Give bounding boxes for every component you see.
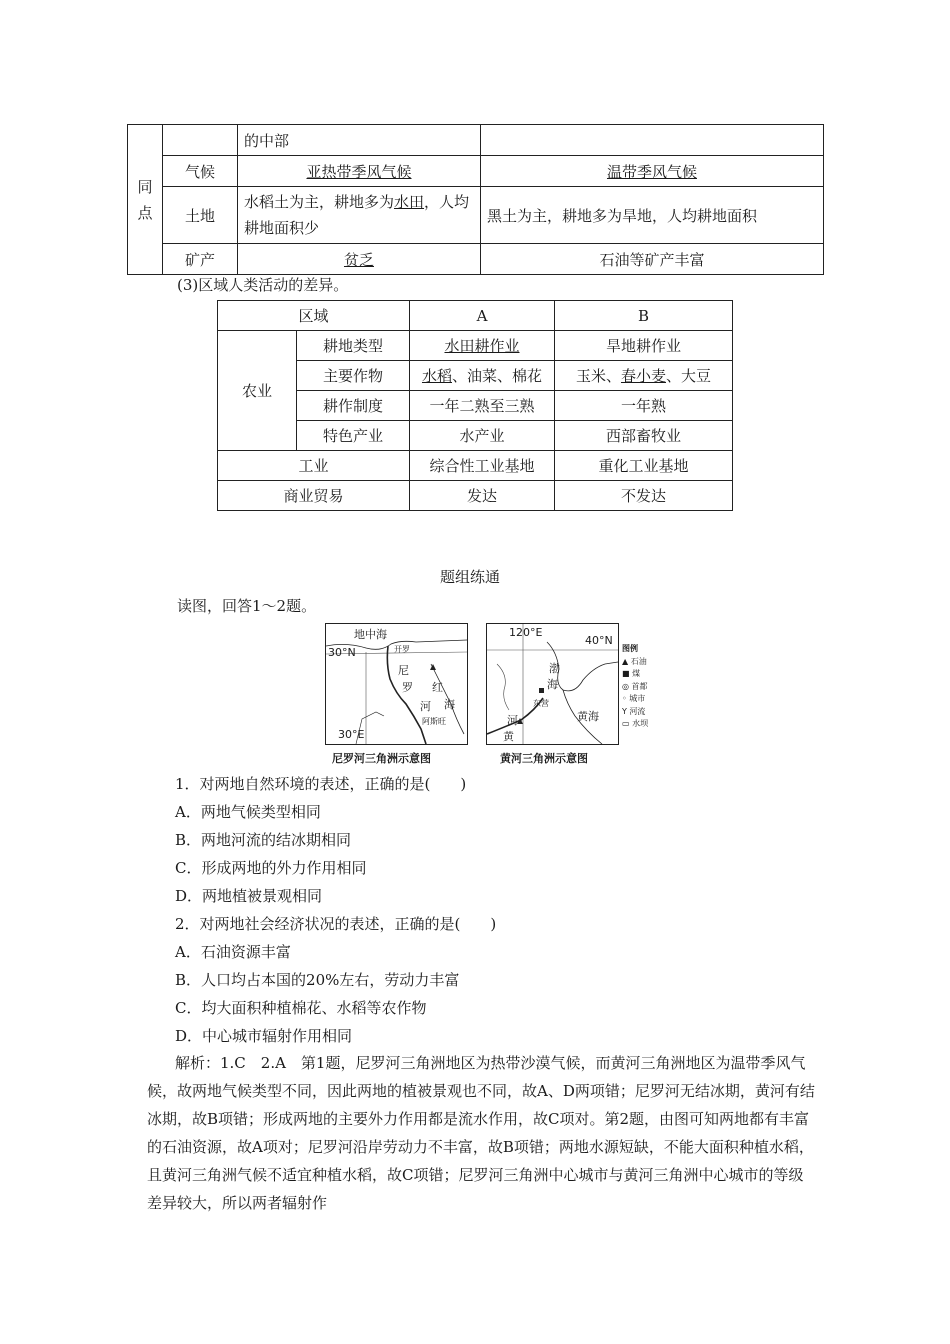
label-aswan: 阿斯旺 [422,717,446,726]
group-label-same [128,125,163,275]
agri-a: 一年二熟至三熟 [410,391,555,421]
yellow-river-delta-map [486,623,619,745]
header-a: A [410,301,555,331]
label-he: 河 [507,714,518,727]
cell-b-land: 黑土为主，耕地多为旱地，人均耕地面积 [481,187,824,244]
q2-option-a: A．石油资源丰富 [175,943,291,961]
label-hai: 海 [444,698,455,711]
q1-option-a: A．两地气候类型相同 [175,803,321,821]
row-label-mineral: 矿产 [163,244,238,275]
q1-option-c: C．形成两地的外力作用相同 [175,859,367,877]
header-b: B [555,301,733,331]
climate-a: 亚热带季风气候 [306,162,412,181]
label-120e: 120°E [509,626,543,639]
crop-a-rest: 、油菜、棉花 [452,367,543,385]
land-a-prefix: 水稻土为主，耕地多为 [244,193,395,211]
group-label-char-2: 点 [137,203,153,222]
label-he: 河 [420,700,431,713]
legend-item-capital [622,681,648,694]
label-ni: 尼 [398,664,409,677]
label-mediterranean: 地中海 [354,628,387,641]
label-30n: 30°N [328,646,356,659]
cell-a-mineral [238,244,481,275]
agri-row-label: 耕作制度 [297,391,410,421]
agri-row-label: 耕地类型 [297,331,410,361]
nile-map-caption: 尼罗河三角洲示意图 [332,752,431,765]
q2-option-b: B．人口均占本国的20%左右，劳动力丰富 [175,971,460,989]
label-cairo: 开罗 [394,645,410,654]
cell-b-mineral: 石油等矿产丰富 [481,244,824,275]
header-region: 区域 [218,301,410,331]
industry-a: 综合性工业基地 [410,451,555,481]
agri-row-label: 特色产业 [297,421,410,451]
q2-option-c: C．均大面积种植棉花、水稻等农作物 [175,999,427,1017]
dam-icon: ▭ [622,719,633,728]
q2-option-d: D．中心城市辐射作用相同 [175,1027,353,1045]
section-3-title: (3)区域人类活动的差异。 [177,276,349,294]
analysis-paragraph: 解析：1.C 2.A 第1题，尼罗河三角洲地区为热带沙漠气候，而黄河三角洲地区为温带季风气候，故两地气候类型不同，因此两地的植被景观也不同，故A、D两项错；尼罗河无结冰期，黄河有结冰期，故B项错；形成两地的主要外力作用都是流水作用，故C项对。第2题，由图可知两地都有丰富的石油资源，故A项对；尼罗河沿岸劳动力不丰富，故B项错；两地水源短缺，不能大面积种植水稻，且黄河三角洲气候不适宜种植水稻，故C项错；尼罗河三角洲中心城市与黄河三角洲中心城市的等级差异较大，所以两者辐射作 [147,1054,815,1212]
legend-item-dam [622,718,648,731]
row-label-land: 土地 [163,187,238,244]
farmland-a: 水田耕作业 [444,337,520,355]
agri-a: 水产业 [410,421,555,451]
land-a-suffix: ，人均耕地面积少 [244,193,470,237]
cell-a-land [238,187,481,244]
legend-item-coal [622,668,648,681]
agri-b: 旱地耕作业 [555,331,733,361]
coal-icon: ■ [622,669,633,678]
q1-option-b: B．两地河流的结冰期相同 [175,831,352,849]
human-activity-table [217,300,733,511]
row-label-industry: 工业 [218,451,410,481]
river-icon: Y [622,706,630,716]
agri-b [555,361,733,391]
agri-b: 西部畜牧业 [555,421,733,451]
cell-a-climate [238,156,481,187]
agri-a [410,361,555,391]
label-yellow-sea: 黄海 [577,710,599,723]
map-legend [622,643,648,731]
legend-label: 城市 [629,694,646,703]
legend-label: 煤 [632,669,641,678]
question-2-stem: 2．对两地社会经济状况的表述，正确的是( ) [175,915,497,933]
label-bo: 渤 [549,662,560,675]
intro-text: 读图，回答1～2题。 [177,597,317,615]
row-label [163,125,238,156]
land-a-underline: 水田 [394,193,425,211]
exercise-title: 题组练通 [440,568,501,586]
row-label-trade: 商业贸易 [218,481,410,511]
label-luo: 罗 [402,681,413,694]
q1-option-d: D．两地植被景观相同 [175,887,323,905]
trade-b: 不发达 [555,481,733,511]
legend-title: 图例 [622,644,638,653]
industry-b: 重化工业基地 [555,451,733,481]
agri-a [410,331,555,361]
label-huang: 黄 [503,730,514,743]
cell-a: 的中部 [238,125,481,156]
legend-label: 石油 [630,656,647,666]
agri-label: 农业 [218,331,297,451]
climate-b: 温带季风气候 [606,162,697,181]
crop-b-underline: 春小麦 [620,367,666,385]
legend-item-city [622,693,648,706]
yellow-map-caption: 黄河三角洲示意图 [500,752,588,765]
legend-label: 河流 [629,706,646,716]
cell-b [481,125,824,156]
legend-item-river [622,706,648,719]
question-1-stem: 1．对两地自然环境的表述，正确的是( ) [175,775,467,793]
legend-label: 首都 [631,681,648,691]
label-40n: 40°N [585,634,613,647]
cell-b-climate [481,156,824,187]
group-label-char-1: 同 [137,177,153,196]
crop-b-pre: 玉米、 [575,367,621,385]
label-dongying: 东营 [533,699,549,708]
label-hong: 红 [432,681,443,694]
legend-item-oil [622,656,648,669]
label-bohai-hai: 海 [547,678,558,691]
crop-b-post: 、大豆 [666,367,712,385]
comparison-table-top [127,124,824,275]
trade-a: 发达 [410,481,555,511]
agri-b: 一年熟 [555,391,733,421]
mineral-a: 贫乏 [343,250,374,269]
label-30e: 30°E [338,728,365,741]
capital-icon: ◎ [622,681,632,691]
agri-row-label: 主要作物 [297,361,410,391]
row-label-climate: 气候 [163,156,238,187]
nile-delta-map [325,623,468,745]
oil-icon: ▲ [622,656,631,666]
legend-label: 水坝 [632,719,649,728]
crop-a-underline: 水稻 [421,367,452,385]
city-icon: ◦ [622,694,630,703]
